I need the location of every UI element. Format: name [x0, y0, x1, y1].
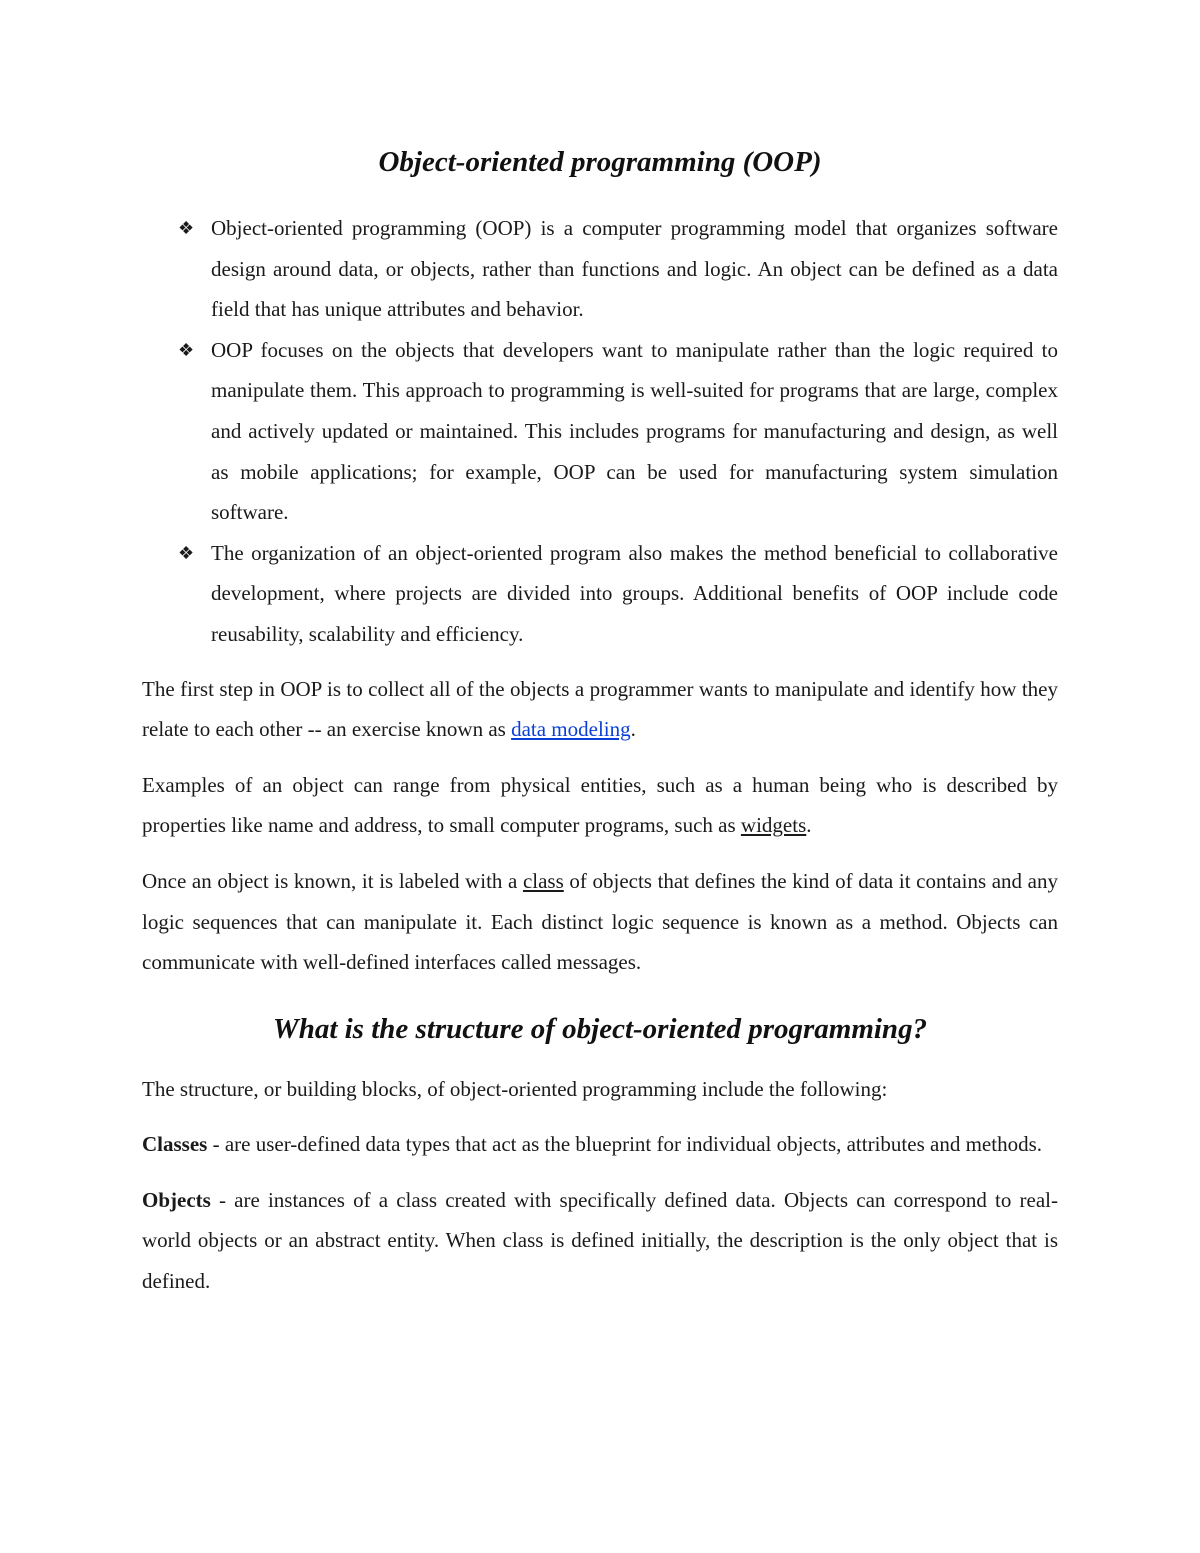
list-item	[142, 533, 1058, 655]
objects-term: Objects	[142, 1187, 211, 1212]
paragraph-text: Examples of an object can range from physical entities, such as a human being who is described by properties like name and address, to small computer programs, such as	[142, 772, 1058, 838]
paragraph-text: The first step in OOP is to collect all of the objects a programmer wants to manipulate and identify how they relate to each other -- an exercise known as	[142, 676, 1058, 742]
paragraph-objects	[142, 1180, 1058, 1302]
paragraph-classes	[142, 1124, 1058, 1165]
data-modeling-link[interactable]: data modeling	[511, 717, 631, 742]
paragraph-text: - are instances of a class created with specifically defined data. Objects can correspond to real-world objects or an abstract entity. When class is defined initially, the description is the only object that is defined.	[142, 1187, 1058, 1294]
paragraph-examples	[142, 765, 1058, 846]
paragraph-structure: The structure, or building blocks, of object-oriented programming include the following:	[142, 1076, 888, 1101]
class-link[interactable]: class	[522, 868, 564, 893]
paragraph-text: .	[806, 813, 812, 838]
bullet-text: The organization of an object-oriented program also makes the method beneficial to collaborative development, where projects are divided into groups. Additional benefits of OOP include code reusability, scalability and efficiency.	[211, 540, 1058, 646]
widgets-link[interactable]: widgets	[740, 813, 807, 838]
paragraph-text: - are user-defined data types that act as the blueprint for individual objects, attributes and methods.	[207, 1132, 1042, 1157]
paragraph-first-step	[142, 669, 1058, 750]
paragraph-text: .	[630, 717, 636, 742]
list-item	[142, 208, 1058, 330]
diamond-bullet-icon: ❖	[178, 218, 195, 238]
document-title: Object-oriented programming (OOP)	[378, 146, 822, 178]
list-item	[142, 330, 1058, 533]
classes-term: Classes	[142, 1132, 208, 1157]
bullet-list	[142, 208, 1058, 655]
paragraph-text: of objects that defines the kind of data it contains and any logic sequences that can manipulate it. Each distinct logic sequence is known as a method. Objects can communicate with well-defined interfaces called messages.	[142, 868, 1058, 975]
paragraph-class	[142, 861, 1058, 983]
diamond-bullet-icon: ❖	[178, 339, 195, 360]
document-page	[142, 140, 1058, 1317]
paragraph-text: Once an object is known, it is labeled with a	[142, 868, 523, 893]
bullet-text: Object-oriented programming (OOP) is a computer programming model that organizes software design around data, or objects, rather than functions and logic. An object can be defined as a data field that has unique attributes and behavior.	[211, 216, 1058, 322]
bullet-text: OOP focuses on the objects that developers want to manipulate rather than the logic required to manipulate them. This approach to programming is well-suited for programs that are large, complex and actively updated or maintained. This includes programs for manufacturing and design, as well as mobile applications; for example, OOP can be used for manufacturing system simulation software.	[211, 337, 1058, 525]
section-heading: What is the structure of object-oriented programming?	[272, 1012, 928, 1045]
diamond-bullet-icon: ❖	[178, 542, 195, 563]
